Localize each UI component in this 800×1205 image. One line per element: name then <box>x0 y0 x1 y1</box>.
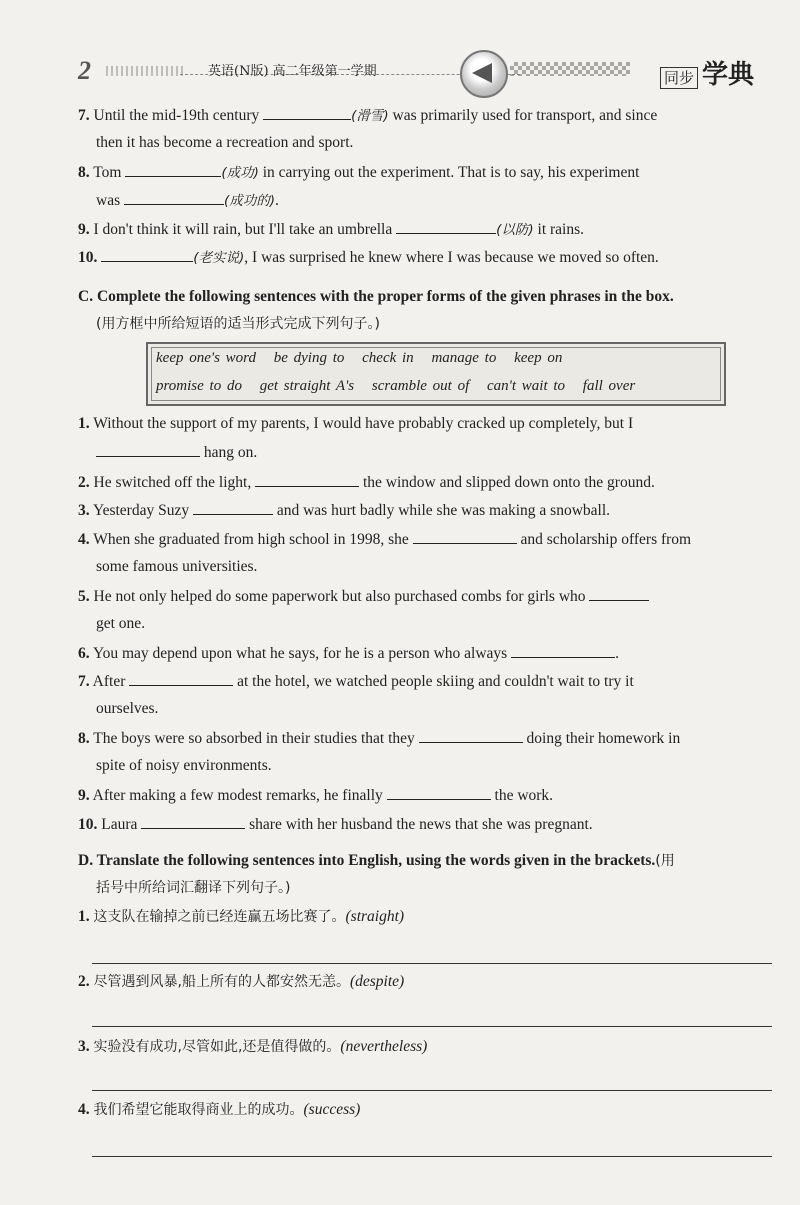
answer-line[interactable] <box>92 1026 772 1027</box>
brand-big: 学典 <box>702 60 755 90</box>
phrase: get straight A's <box>259 378 355 394</box>
answer-line[interactable] <box>92 1156 772 1157</box>
c-item-5-cont: get one. <box>96 615 146 632</box>
book-title: 英语(N版) 高二年级第一学期 <box>208 64 377 79</box>
c-item-8: 8. The boys were so absorbed in their studies that they doing their homework in <box>78 730 681 747</box>
header-decoration <box>106 66 186 76</box>
answer-blank[interactable] <box>101 247 193 262</box>
answer-line[interactable] <box>92 963 772 964</box>
phrase: scramble out of <box>371 378 470 394</box>
phrase: promise to do <box>156 378 242 394</box>
b-item-7: 7. Until the mid-19th century (滑雪) was primarily used for transport, and since <box>78 107 658 124</box>
c-item-5: 5. He not only helped do some paperwork but also purchased combs for girls who <box>78 586 649 607</box>
answer-blank[interactable] <box>96 442 200 457</box>
brand-logo <box>660 54 754 91</box>
c-item-10: 10. Laura share with her husband the news that she was pregnant. <box>78 816 593 833</box>
answer-blank[interactable] <box>413 529 517 544</box>
answer-blank[interactable] <box>125 162 221 177</box>
answer-line[interactable] <box>92 1090 772 1091</box>
d-item-4: 4. 我们希望它能取得商业上的成功。(success) <box>78 1101 361 1118</box>
answer-blank[interactable] <box>589 586 649 601</box>
answer-blank[interactable] <box>263 105 351 120</box>
answer-blank[interactable] <box>141 814 245 829</box>
b-item-7-cont: then it has become a recreation and sport. <box>96 134 354 151</box>
answer-blank[interactable] <box>255 472 359 487</box>
c-item-4-cont: some famous universities. <box>96 558 258 575</box>
c-item-9: 9. After making a few modest remarks, he finally the work. <box>78 787 554 804</box>
phrase: keep on <box>514 350 563 366</box>
answer-blank[interactable] <box>129 671 233 686</box>
section-d-subtitle: 括号中所给词汇翻译下列句子。) <box>96 880 291 896</box>
page-number: 2 <box>78 56 91 85</box>
d-item-2: 2. 尽管遇到风暴,船上所有的人都安然无恙。(despite) <box>78 973 405 990</box>
answer-blank[interactable] <box>511 643 615 658</box>
d-item-1: 1. 这支队在输掉之前已经连赢五场比赛了。(straight) <box>78 908 405 925</box>
c-item-4: 4. When she graduated from high school in 1998, she and scholarship offers from <box>78 531 692 548</box>
section-d-title: D. Translate the following sentences into English, using the words given in the brackets.(用 <box>78 852 675 869</box>
b-item-8-cont: was (成功的). <box>96 192 279 209</box>
phrase-box <box>146 342 726 406</box>
answer-blank[interactable] <box>124 190 224 205</box>
phrase: check in <box>362 350 414 366</box>
c-item-1: 1. Without the support of my parents, I would have probably cracked up completely, but I <box>78 415 634 432</box>
answer-blank[interactable] <box>193 500 273 515</box>
b-item-9: 9. I don't think it will rain, but I'll take an umbrella (以防) it rains. <box>78 221 585 238</box>
phrase-box-row-1 <box>156 350 574 367</box>
page-header <box>60 50 780 94</box>
c-item-3: 3. Yesterday Suzy and was hurt badly while she was making a snowball. <box>78 502 611 519</box>
phrase: be dying to <box>273 350 345 366</box>
brand-small: 同步 <box>660 67 698 89</box>
phrase: fall over <box>582 378 636 394</box>
answer-blank[interactable] <box>387 785 491 800</box>
c-item-1-cont: hang on. <box>96 442 257 463</box>
b-item-8: 8. Tom (成功) in carrying out the experiment. That is to say, his experiment <box>78 164 640 181</box>
back-arrow-icon <box>460 50 508 98</box>
b-item-10: 10. (老实说), I was surprised he knew where I was because we moved so often. <box>78 249 659 266</box>
d-item-3: 3. 实验没有成功,尽管如此,还是值得做的。(nevertheless) <box>78 1038 428 1055</box>
phrase: manage to <box>431 350 497 366</box>
phrase: keep one's word <box>156 350 256 366</box>
answer-blank[interactable] <box>396 219 496 234</box>
c-item-6: 6. You may depend upon what he says, for he is a person who always . <box>78 645 619 662</box>
answer-blank[interactable] <box>419 728 523 743</box>
section-c-title: C. Complete the following sentences with the proper forms of the given phrases in the box. <box>78 288 674 305</box>
section-c-subtitle: (用方框中所给短语的适当形式完成下列句子。) <box>96 316 380 332</box>
c-item-7-cont: ourselves. <box>96 700 159 717</box>
c-item-7: 7. After at the hotel, we watched people skiing and couldn't wait to try it <box>78 673 634 690</box>
phrase: can't wait to <box>486 378 566 394</box>
c-item-2: 2. He switched off the light, the window and slipped down onto the ground. <box>78 474 655 491</box>
checker-decoration <box>510 62 630 76</box>
c-item-8-cont: spite of noisy environments. <box>96 757 272 774</box>
phrase-box-row-2 <box>156 378 647 395</box>
